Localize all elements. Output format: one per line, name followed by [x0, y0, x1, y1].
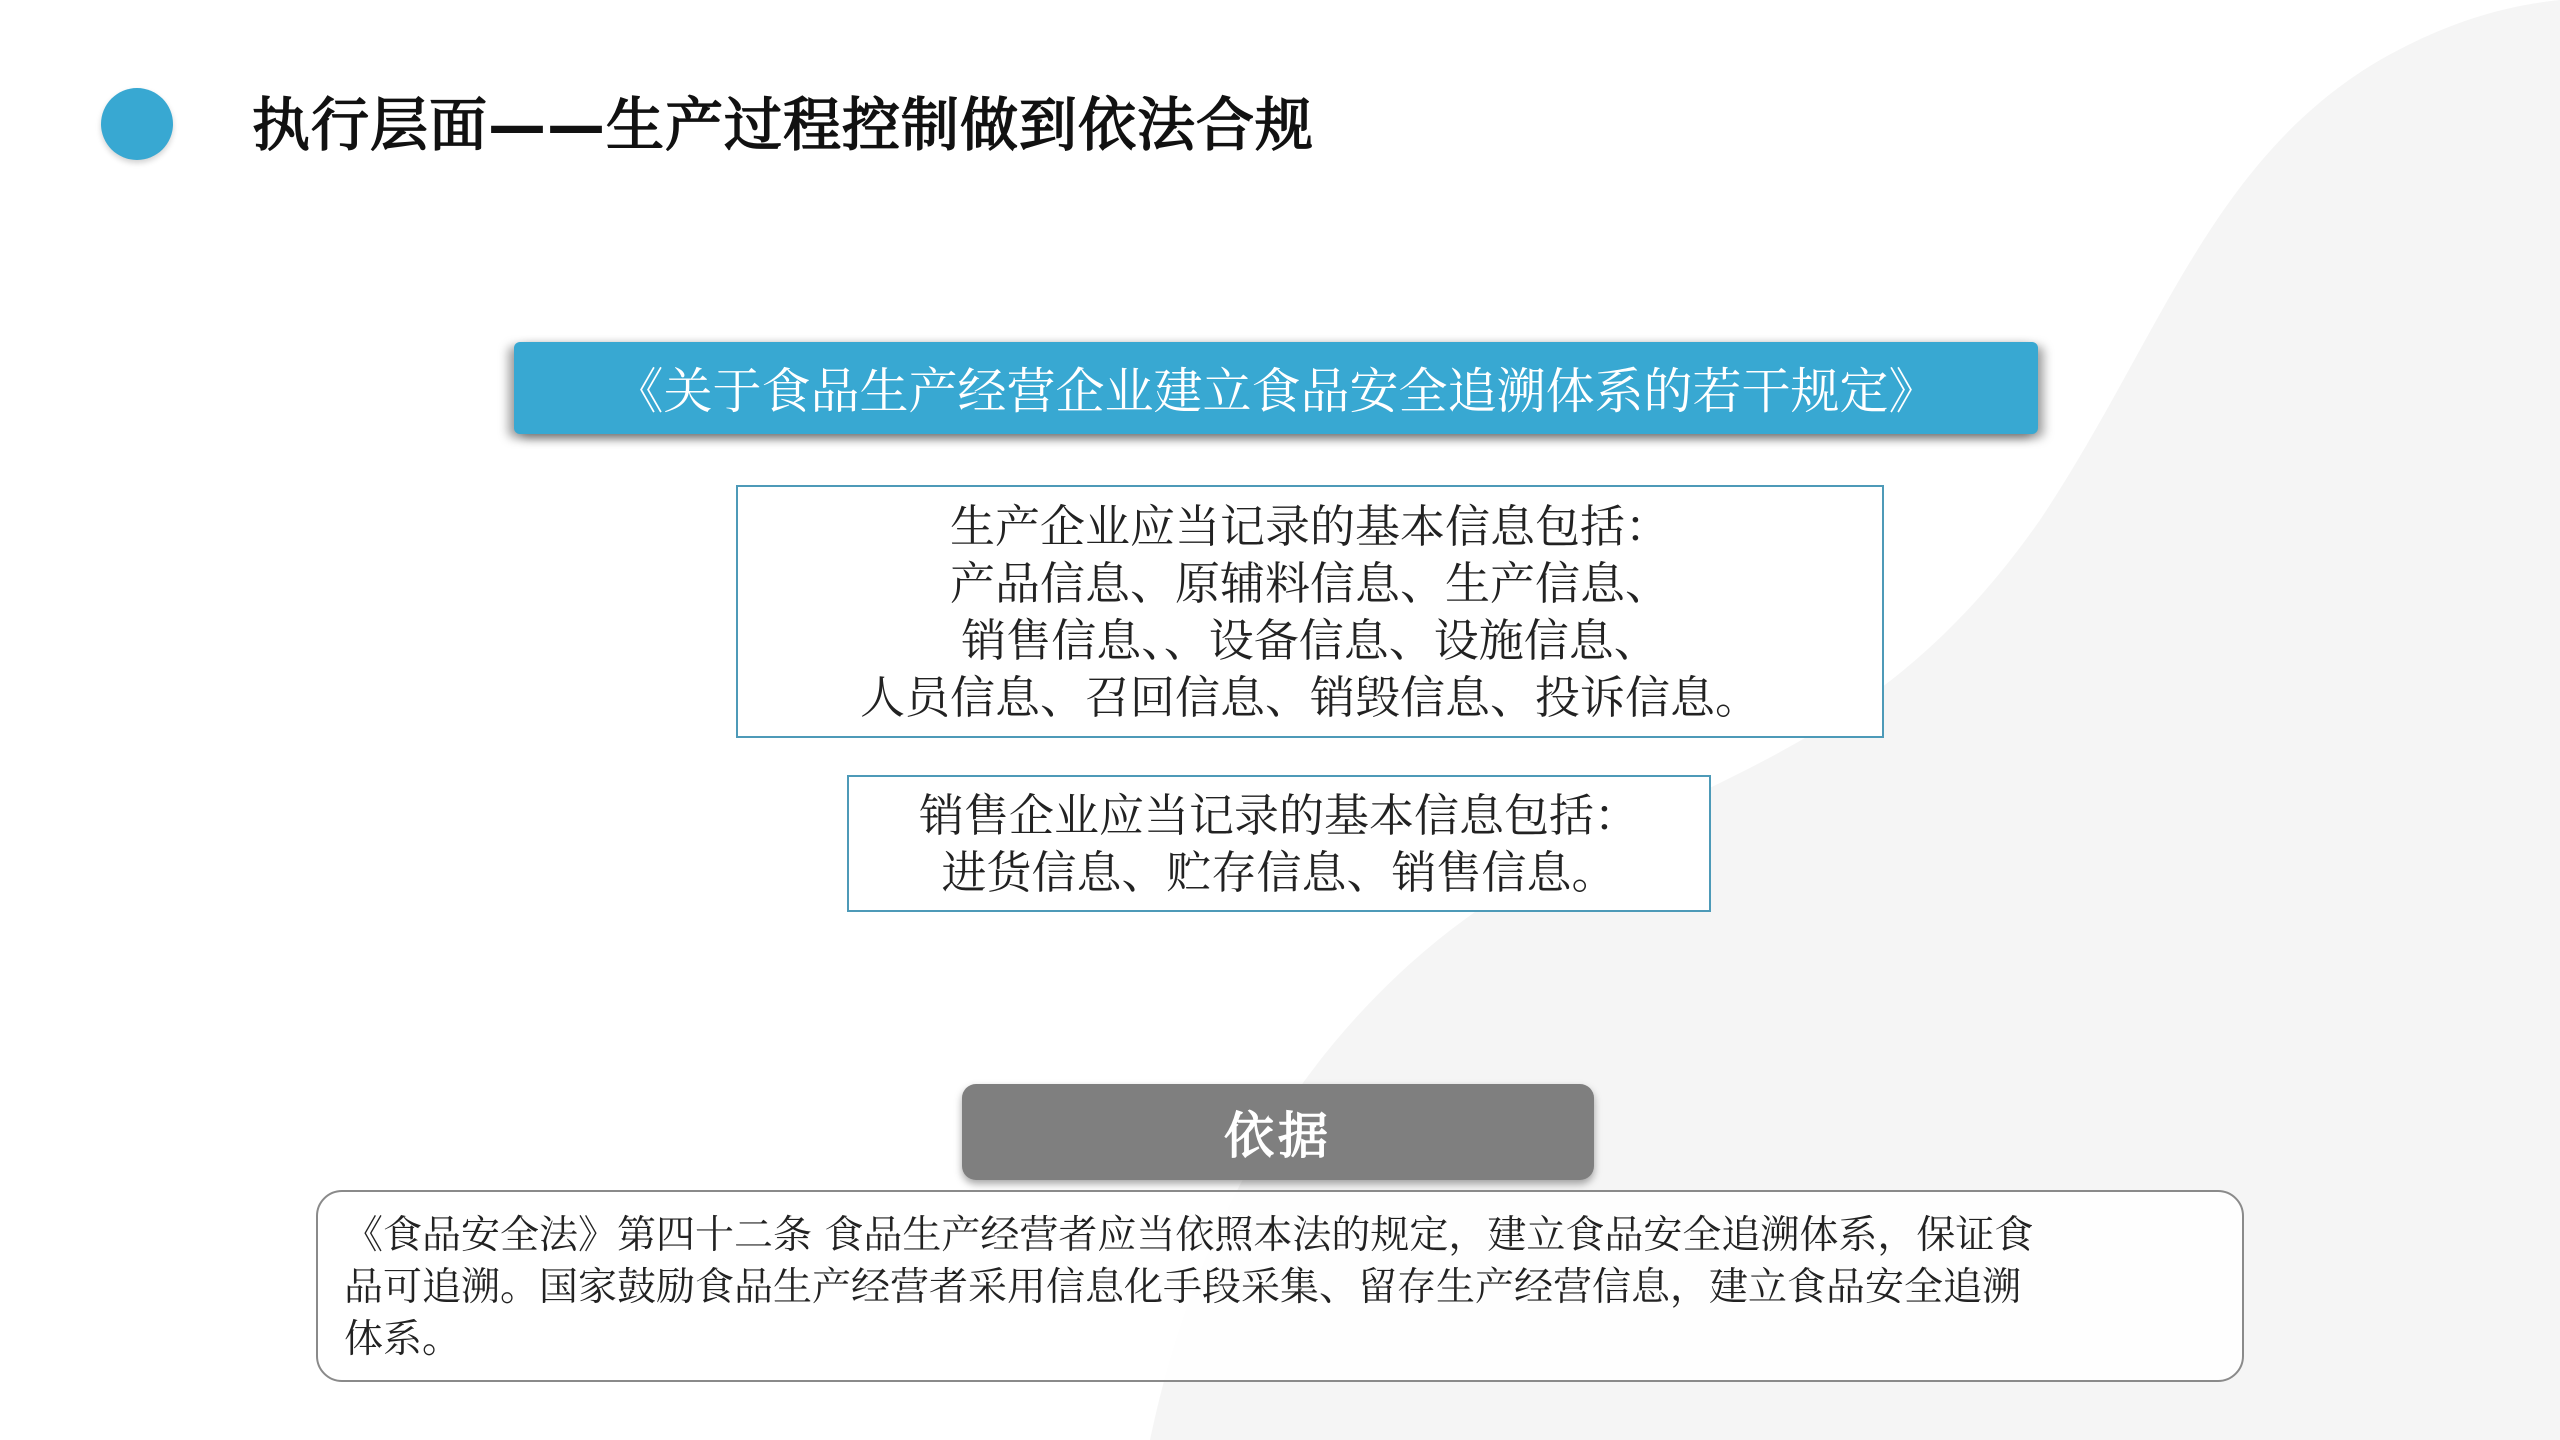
sales-info-line: 销售企业应当记录的基本信息包括： — [918, 788, 1639, 842]
page-title: 执行层面——生产过程控制做到依法合规 — [252, 91, 1315, 159]
sales-info-box — [847, 775, 1711, 912]
law-quote-line: 《食品安全法》第四十二条 食品生产经营者应当依照本法的规定，建立食品安全追溯体系，保证食 — [344, 1213, 2034, 1258]
law-quote-box — [316, 1190, 2244, 1382]
production-info-line: 生产企业应当记录的基本信息包括： — [949, 499, 1670, 553]
law-quote-line: 品可追溯。国家鼓励食品生产经营者采用信息化手段采集、留存生产经营信息，建立食品安全追溯 — [344, 1265, 2022, 1310]
sales-info-line: 进货信息、贮存信息、销售信息。 — [941, 845, 1617, 899]
law-quote-line: 体系。 — [344, 1317, 462, 1362]
basis-label-button: 依据 — [962, 1084, 1594, 1180]
production-info-line: 销售信息、、设备信息、设施信息、 — [961, 613, 1659, 667]
regulation-banner: 《关于食品生产经营企业建立食品安全追溯体系的若干规定》 — [514, 342, 2038, 434]
title-bullet-dot — [101, 88, 173, 160]
production-info-line: 产品信息、原辅料信息、生产信息、 — [949, 556, 1670, 610]
production-info-line: 人员信息、召回信息、销毁信息、投诉信息。 — [859, 670, 1760, 724]
production-info-box — [736, 485, 1884, 738]
